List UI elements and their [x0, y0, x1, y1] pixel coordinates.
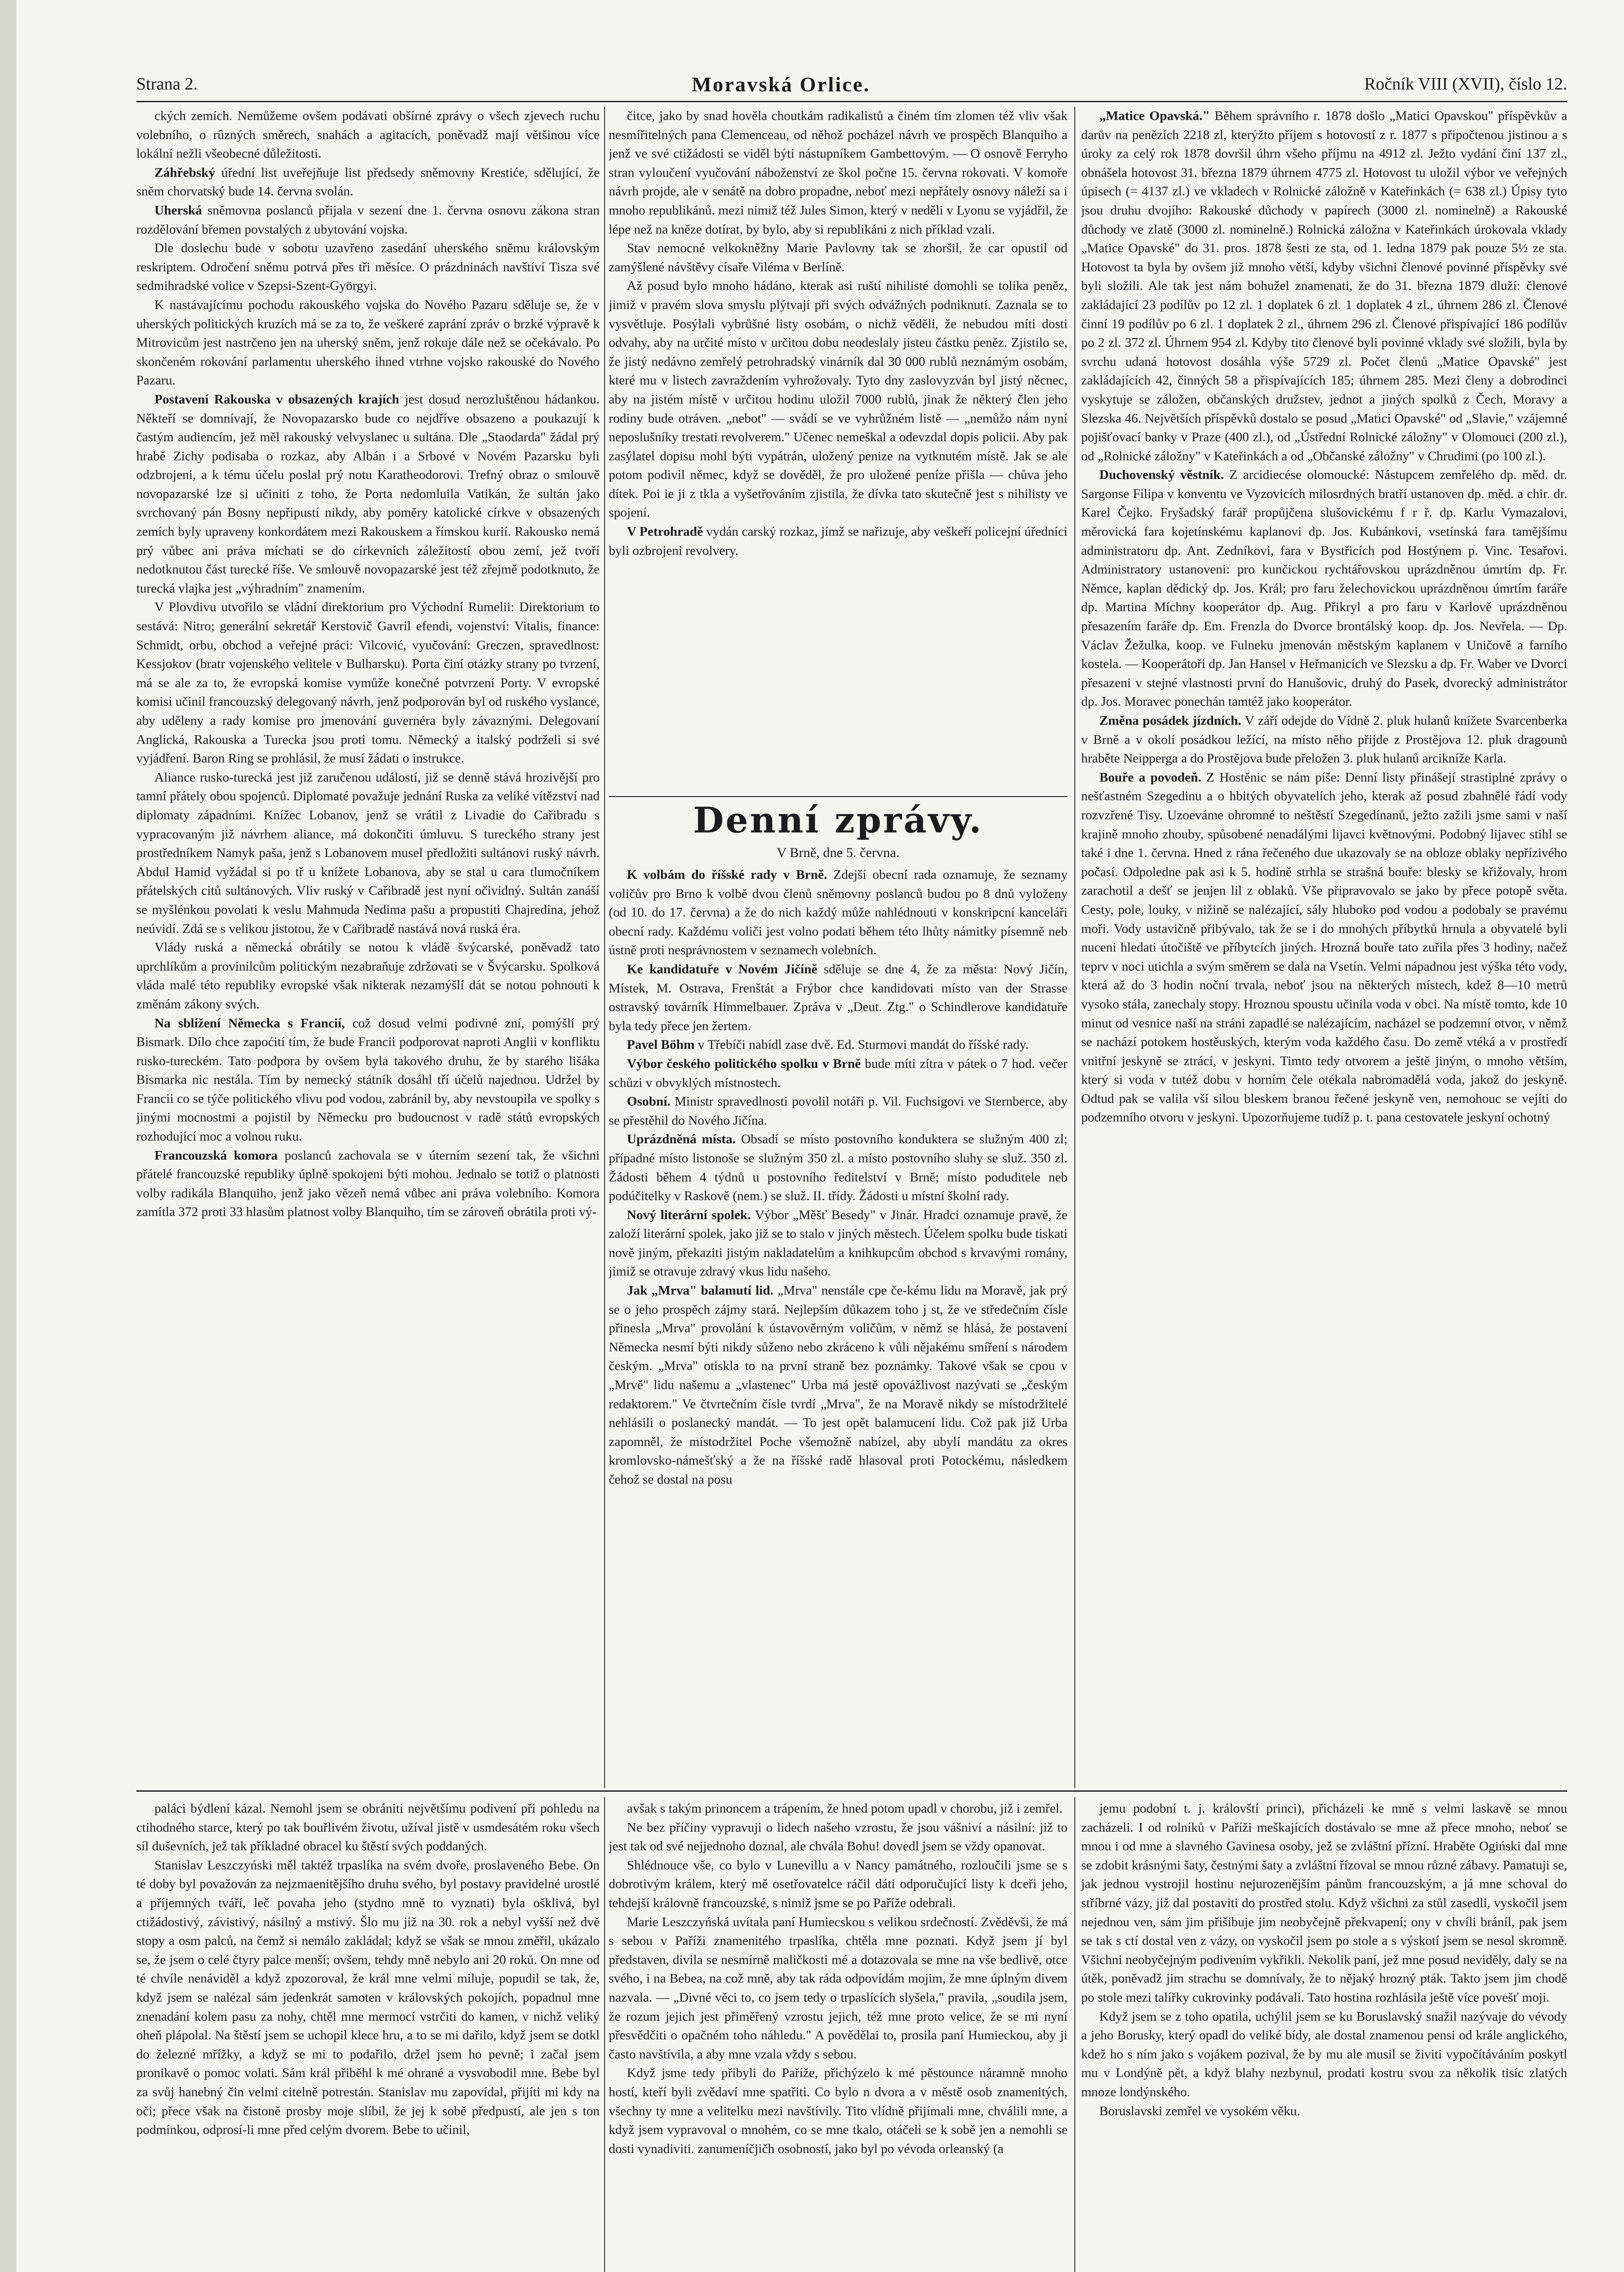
article-paragraph: [609, 107, 1068, 239]
article-paragraph: [136, 107, 600, 164]
article-paragraph: [1081, 2102, 1567, 2121]
article-text: Během správního r. 1878 došlo „Matici Opavskou" příspěvkův a darův na penězích 2218 zl, kterýžto příjem s hotovostí z r. 1877 s připočtenou jistinou a s úroky za celý rok 1878 dovršil úhrn všeho příjmu na 4912 zl. Ježto vydání činí 137 zl., obnášela hotovost 31. března 1879 úhrnem 4775 zl. Hotovost tu uložil výbor ve veřejných úpisech (= 4137 zl.) ve vkladech v Rolnické záložně v Kateřinkách (= 638 zl.) Úpisy tyto jsou druhu dvojího: Rakouské důchody v papírech (3000 zl. nominelně) a Rakouské důchody ve zlatě (3000 zl. nominelně.) Rolnická záložna v Kateřinkách úrokovala vklady „Matice Opavské" do 31. pros. 1878 šesti ze sta, od 1. ledna 1879 pak pouze 5½ ze sta. Hotovost ta byla by ovšem již mnoho větší, kdyby všichni členové povinné příspěvky své byli složili. Ale tak jest nám bohužel znamenati, že do 31. března 1879 dluží: členové zakládající 23 podílův po 12 zl. 1 doplatek 6 zl. 1 doplatek 4 zl., úhrnem 286 zl. Členové činní 19 podílův po 6 zl. 1 doplatek 2 zl., úhrnem 296 zl. Členové přispívající 186 podílův po 2 zl. 372 zl. Úhrnem 954 zl. Kdyby tito členové byli povinné vklady své složili, byla by svrchu udaná hotovost dosáhla výše 5729 zl. Počet členů „Matice Opavské" jest zakládajících 42, činných 58 a přispívajících 185; úhrnem 285. Mezi členy a dobrodinci vyskytuje se záložen, občanských družstev, jednot a jiných spolků z Čech, Moravy a Slezska 46. Největších příspěvků dostalo se posud „Matici Opavské" od „Slavie," vzájemné pojišťovací banky v Praze (400 zl.), od „Ústřední Rolnické záložny" v Olomouci (200 zl.), od „Rolnické záložny" v Kateřinkách a od „Občanské záložny" v Chrudimi (po 100 zl.).: [1081, 109, 1567, 463]
article-text: paláci býdlení kázal. Nemohl jsem se obrániti největšímu podivení při pohledu na ctihodného starce, který po tak bouřlivém životu, užíval jistě v usmdesátém roku všech síl duševních, jež tak příkladné obracel ku štěstí svých poddaných.: [136, 1801, 600, 1854]
article-heading: Osobní.: [627, 1094, 670, 1109]
masthead-title: Moravská Orlice.: [691, 72, 870, 96]
header-rule: [136, 101, 1567, 102]
article-heading: Záhřebský: [154, 165, 215, 180]
article-paragraph: [609, 1281, 1068, 1490]
article-heading: Pavel Böhm: [627, 1037, 695, 1052]
article-paragraph: [609, 1913, 1068, 2064]
article-text: K nastávajícímu pochodu rakouského vojska do Nového Pazaru sděluje se, že v uherských politických kruzích má se za to, že veškeré zaprání zpráv o brzké výpravě k Mitrovicům jest nastrčeno jen na uherský sněm, jenž rokuje dále než se očekávalo. Po skončeném rokování parlamentu uherského ihned vtrhne vojsko rakouské do Nového Pazaru.: [136, 297, 600, 388]
feuilleton-left: [136, 1799, 600, 2272]
column-divider-1: [604, 107, 605, 1788]
article-heading: Postavení Rakouska v obsazených krajích: [154, 392, 399, 407]
article-paragraph: [1081, 466, 1567, 712]
feuilleton-right: [1081, 1799, 1567, 2272]
article-text: Obsadí se místo postovního konduktera se služným 400 zl; případné místo listonoše se služným 350 zl. a místo postovního sluhy se služ. 350 zl. Žádosti během 4 týdnů u postovního ředitelství v Brně; místo poduditele neb podúčitelky v Raskově (nem.) se služ. II. třídy. Žádosti u místní školní rady.: [609, 1132, 1068, 1204]
article-text: Stanislav Leszczyński měl taktéž trpaslíka na svém dvoře, proslaveného Bebe. On té doby byl považován za nejzmaenitějšího druhu svého, byl postavy pravidelné urostlé a příjemných tváří, leč povaha jeho (stydno mně to vyznati) byla ošklivá, byl ctižádostivý, závistivý, násilný a mstivý. Šlo mu již na 30. rok a nebyl vyšší než dvě stopy a osm palců, na čemž si nemálo zakládal; když se však se mnou změřil, ukázalo se, že jsem o celé čtyry palce menší; ovšem, tehdy mně nebylo ani 20 roků. On mne od té chvíle nenáviděl a když zpozoroval, že král mne velmi miluje, popudil se tak, že, když jsem se nalézal sám jedenkrát samoten v královských pokojích, popadnul mne znenadání kolem pasu za nohy, chtěl mne mermocí vstrčiti do kamen, v nichž veliký oheň plápolal. Na štěstí jsem se uchopil klece hru, a to se mi dařilo, když jsem se dotkl do železné mřížky, a když se mi to podařilo, držel jsem ho pevně; i začal jsem pronikavě o pomoc volati. Sám král přiběhl k mé ohrané a vysvobodil mne. Bebe byl za svůj hanebný čin velmi citelně potrestán. Stanislav mu zapovídal, přijíti mi kdy na oči; přece však na čistoně prosby moje slíbil, že jej k sobě předpustí, ale jen s ton podmínkou, odprosí-li mne před celým dvorem. Bebe to učinil,: [136, 1858, 600, 2137]
article-paragraph: [609, 1819, 1068, 1856]
article-text: Vlády ruská a německá obrátily se notou k vládě švýcarské, poněvadž tato uprchlíkům a provinilcům politickým nezabraňuje zdržovati se v Švýcarsku. Spolková vláda malé této republiky evropské však nikterak nezamýšlí dát se notou pohnouti k změnám zákony svých.: [136, 940, 600, 1011]
article-paragraph: [1081, 712, 1567, 768]
article-paragraph: [1081, 768, 1567, 1127]
page-number: Strana 2.: [136, 75, 198, 94]
article-paragraph: [136, 1014, 600, 1146]
column-divider-2: [1074, 107, 1075, 1788]
column-1-top: [136, 107, 600, 1784]
feuilleton-middle: [609, 1799, 1068, 2272]
article-paragraph: [609, 523, 1068, 560]
page-header: [136, 68, 1567, 100]
article-paragraph: [609, 277, 1068, 523]
article-paragraph: [609, 1130, 1068, 1206]
article-paragraph: [609, 239, 1068, 277]
article-heading: Francouzská komora: [154, 1148, 278, 1163]
issue-info: Ročník VIII (XVII), číslo 12.: [1364, 75, 1567, 94]
article-text: Stav nemocné velkokněžny Marie Pavlovny tak se zhoršil, že car opustil od zamýšlené návštěvy císaře Viléma v Berlíně.: [609, 241, 1068, 274]
article-heading: Jak „Mrva" balamutí lid.: [627, 1283, 774, 1298]
column-2-bottom: [609, 866, 1068, 1784]
article-text: což dosud velmi podivné zní, pomýšlí prý Bismark. Dílo chce zapoćití tím, že bude Francii podporovat naproti Anglii v konfliktu rusko-tureckém. Tato podpora by ovšem byla takového druhu, že by starého lišáka Bismarka nic nestála. Tím by nemecký státník dosáhl tří účelů najednou. Udržel by Francii co se týče politického vlivu pod vodou, zabránil by, aby nevstoupila ve spolky s jinými mocnostmi a pojistil by Německu pro budoucnost v radě států evropských rozhodující moc a volnou ruku.: [136, 1016, 600, 1144]
section-heading-denni-zpravy: Denní zprávy.: [693, 800, 983, 841]
article-paragraph: [1081, 1799, 1567, 2008]
article-paragraph: [136, 201, 600, 239]
article-paragraph: [136, 938, 600, 1014]
article-text: sněmovna poslanců přijala v sezení dne 1. června osnovu zákona stran rozdělování břemen povstalých z ubytování vojska.: [136, 203, 600, 237]
article-heading: Ke kandidatuře v Novém Jičíně: [627, 962, 818, 977]
article-heading: Změna posádek jízdních.: [1099, 713, 1242, 728]
article-heading: Uherská: [154, 203, 202, 218]
section-rule: [609, 796, 1068, 797]
article-text: čitce, jako by snad hověla choutkám radikalistů a činém tím zlomen též vliv však nesmířitelných pana Clemenceau, od něhož pocházel návrh ve prospěch Blanquiho a jenž ve své ctižádosti se viděl býti nástupníkem Gambettovým. — O osnově Ferryho stran vyloučení vyučování náboženství ze škol počne 15. června rokovati. V komoře návrh projde, ale v senátě na dobro propadne, neboť mezi nepřátely osnovy náleží sa i mnoho republikánů. mezi nimiž též Jules Simon, který v neděli v Lyonu se vyjádřil, že lépe než na kněze dotírat, by bylo, aby si republikáni z nich příklad vzali.: [609, 109, 1068, 237]
article-heading: Výbor českého politického spolku v Brně: [627, 1056, 861, 1071]
article-text: Ne bez příčiny vypravuji o lidech našeho vzrostu, že jsou vášniví a násilní: již to jest tak od své nejjednoho doznal, ale chvála Bohu! dovedl jsem se vždy opanovat.: [609, 1820, 1068, 1854]
article-text: Aliance rusko-turecká jest již zaručenou událostí, již se denně stává hrozivější pro tamní přátely obou spojenců. Diplomaté považuje jednání Ruska za veliké vítězství nad diplomaty západními. Knížec Lobanov, jenž se vrátil z Livadie do Cařibradu s vypracovaným již návrhem aliance, má dokončiti úmluvu. S tureckého strany jest prostředníkem Namyk paša, jenž s Lobanovem musel předložiti sultánovi ruský návrh. Abdul Hamid vyžádal si po tř u knížete Lobanova, aby se stal u cara tlumočníkem přátelských citů sultánových. Vliv ruský v Cařibradě jest nyní očividný. Sultán zanáší se myšlénkou povolati k veslu Mahmuda Nedima pašu a propustiti Chajredina, jehož neúvidí. Zdá se s velikou jistotou, že v Cařibradě nastává nová ruská éra.: [136, 770, 600, 936]
page-gutter: [0, 0, 16, 2272]
feuilleton-rule: [136, 1790, 1567, 1792]
article-text: sděluje se dne 4, že za města: Nový Jičín, Místek, M. Ostrava, Frenštát a Frýbor chce kandidovati místo van der Strasse ostravský továrník Himmelbauer. Zpráva v „Deut. Ztg." o Schindlerove kandidatuře byla tedy přece jen žertem.: [609, 962, 1068, 1033]
article-text: Dle doslechu bude v sobotu uzavřeno zasedání uherského sněmu královským reskriptem. Odročení sněmu potrvá přes tři měsíce. O prázdninách navštíví Tisza své sedmihradské volice v Szepsi-Szent-Györgyi.: [136, 241, 600, 294]
article-text: vydán carský rozkaz, jímž se nařizuje, aby veškeří policejní úředníci byli ozbrojeni revolvery.: [609, 524, 1068, 558]
article-text: Zdejší obecní rada oznamuje, že seznamy voličův pro Brno k volbě dvou členů sněmovny poslanců budou po 8 dnů vyloženy (od 10. do 17. června) a že do nich každý může nahlédnouti v konskripcní kanceláři obecní rady. Každému voliči jest volno podati během této lhůty námitky písemně neb ústně proti nesprávnostem v seznamech volebních.: [609, 867, 1068, 958]
article-text: „Mrva" nenstále cpe če-kému lidu na Moravě, jak prý se o jeho prospěch zájmy stará. Nejlepším důkazem toho j st, že ve středečním čísle přinesla „Mrva" provolání k ústavověrným voličům, v němž se hlásá, že postavení Německa nesmí býti nikdy sůženo nebo zkráceno k vůli nějakému smíření s národem českým. „Mrva" otiskla to na první straně bez poznámky. Takové však se cpou v „Mrvě" lidu našemu a „vlastenec" Urba má jestě opovážlivost nazývati se „českým redaktorem." Ve čtvrtečním čísle tvrdí „Mrva", že na Moravě nikdy se místodržitelé nehlásili o poslanecký mandát. — To jest opět balamucení lidu. Což pak již Urba zapomněl, že místodržitel Poche všemožně nabízel, aby ubylí mandátu za okres kromlovsko-námešťský a že na říšské radě hlasoval proti Potockému, následkem čehož se dostal na posu: [609, 1283, 1068, 1487]
article-paragraph: [609, 1856, 1068, 1913]
article-heading: Uprázdněná místa.: [627, 1132, 736, 1147]
column-2-top: [609, 107, 1068, 793]
article-text: Když jsem se z toho opatila, uchýlil jsem se ku Boruslavský snažil nazývaje do vévody a jeho Borusky, který opadl do veliké bídy, ale dostal znamenou pensi od krále anglického, kdež ho s ním jako s vojákem pozival, že by mu ale musil se živiti vypočítáváním poskytl mu v Londýně pět, a když blahy nezbynul, prodati kostru svou za několik tisíc zlatých mnoze londýnského.: [1081, 2009, 1567, 2099]
article-paragraph: [609, 866, 1068, 960]
article-text: V září odejde do Vídně 2. pluk hulanů knížete Svarcenberka v Brně a v okolí posádkou ležící, na místo něho přijde z Prostějova 12. pluk dragounů hraběte Neipperga a do Prostějova bude přeložen 3. pluk hulanů arcikníže Karla.: [1081, 713, 1567, 766]
article-paragraph: [609, 1206, 1068, 1281]
article-heading: V Petrohradě: [627, 524, 703, 539]
article-paragraph: [136, 296, 600, 390]
article-text: Z arcidiecése olomoucké: Nástupcem zemřelého dp. měd. dr. Sargonse Filipa v konventu ve Vyzovicích milosrdných bratří ustanoven dp. měd. a chir. dr. Karel Čejko. Fryšadský farář propůjčena slušovickému f r ř. dp. Karlu Vymazalovi, měrovická fara kojetínskému kaplanovi dp. Jos. Kubánkovi, vsetínská fara tamějšímu administratoru dp. Ant. Zedníkovi, fara v Bystřicích pod Hostýnem p. Vinc. Tesařovi. Administratory ustanoveni: pro kunčickou rychtářovskou uprázdněnou úmrtím dp. Fr. Němce, kaplan dědický dp. Jos. Král; pro faru želechovickou uprázdněnou úmrtím faráře dp. Martina Míchny kooperátor dp. Aug. Přikryl a pro faru v Karlově uprázdněnou přesazením faráře dp. Em. Frenzla do Dvorce brontálský koop. dp. Jos. Nevřela. — Dp. Václav Žežulka, koop. ve Fulneku jmenován městským kaplanem v Uničově a farního kostela. — Kooperátoři dp. Jan Hansel v Heřmanicích ve Slezsku a dp. Fr. Waber ve Dvorci přesazeni v stejné vlastnosti první do Hanušovic, druhý do Pasek, dvorecký administrátor dp. Jos. Moravec ponechán tamtéž jako kooperátor.: [1081, 468, 1567, 709]
article-text: ckých zemích. Nemůžeme ovšem podávati obšírné zprávy o všech zjevech ruchu volebního, o rûzných směrech, snahách a agitacích, poněvadž mají většinou více lokální nežli všeobecné důležitosti.: [136, 109, 600, 161]
article-paragraph: [1081, 2008, 1567, 2102]
article-heading: „Matice Opavská.": [1099, 109, 1210, 123]
article-paragraph: [136, 598, 600, 768]
article-text: Výbor „Měšť Besedy" v Jinár. Hradci oznamuje pravě, že založí literární spolek, jako již se to stalo v jiných městech. Účelem spolku bude tiskati nově jiným, překaziti jistým nakladatelům a knihkupcům obchod s krvavými romány, jimiž se otravuje zdravý vkus lidu našeho.: [609, 1207, 1068, 1279]
article-paragraph: [609, 1036, 1068, 1055]
article-heading: Bouře a povodeň.: [1099, 770, 1202, 785]
article-text: Až posud bylo mnoho hádáno, kterak asi ruští nihilisté domohli se tolika peněz, jimiž v pravém slova smyslu plýtvají při svých odvážných podniknutí. Zaznala se to vysvětluje. Posýlali vybrůšné listy osobám, o nichž věděli, že nebudou míti dosti odvahy, aby na určité místo v určitou dobu neodeslaly jisteu částku peněz. Zjistilo se, že jistý nedávno zemřelý petrohradský vinárník dal 30 000 rublů neznámým osobám, které mu v listech zavraždením vyhrožovaly. Tyto dny zaslovyzván byl jistý něcnec, aby na jistém místě v určitou hodinu uložil 7000 rublů, jinak že některý člen jeho rodiny bude otráven. „nebot" — svádí se ve vyhrůžném listě — „nemůžo nám nyní neposlušníky trestati revolverem." Učenec nemeškal a odevzdal dopis policii. Aby pak zasýlatel dopisu mohl býti vypátrán, uložený penize na vytknutém místě. Jak se ale potom podivil němec, když se dověděl, že pro uložené peníze přišla — chůva jeho dítek. Poi ie ji z tkla a vyšetřováním zjistila, že dívka tato skutečně jest s nihilisty ve spojení.: [609, 279, 1068, 520]
article-text: V Plovdivu utvořilo se vládní direktorium pro Východní Rumelii: Direktorium to sestává: Nitro; generální sekretář Kerstovič Gavril efendi, vojenství: Vitalis, finance: Schmidt, orbu, obchod a veřejné práci: Vilcović, vyučování: Greczen, spravedlnost: Kessjokov (bratr vojenského velitele v Bulharsku). Porta činí otázky strany po tvrzení, má se ale za to, že evropská komise vymůže konečné potvrzení Porty. V evropské komisi učinil francouzský delegovaný návrh, jenž podporován byl od ruského vyslance, aby uděleny a rady komise pro jmenování guvernéra byly závaznými. Delegovaní Anglická, Rakouska a Turecka jsou proti tomu. Německý a italský podrželi si své vyjádření. Baron Ring se prohlásil, že musí žádati o instrukce.: [136, 600, 600, 766]
article-paragraph: [609, 1055, 1068, 1092]
article-text: bude míti zítra v pátek o 7 hod. večer schůzi v obvyklých místnostech.: [609, 1056, 1068, 1090]
article-paragraph: [609, 960, 1068, 1036]
article-paragraph: [136, 1799, 600, 1856]
section-dateline: V Brně, dne 5. června.: [776, 845, 900, 860]
article-text: jemu podobní t. j. královští princi), přicházeli ke mně s velmi laskavě se mnou zacházeli. I od rolníků v Paříži meškajících dostávalo se mne až přece mnoho, neboť se mnou i od mne a slavného Gavinesa osoby, jež se zvláštní přízní. Hraběte Ogiński dal mne se zdobit krásnými šaty, čestnými šaty a zvláštní řízoval se mnou různé zábavy. Pamatuji se, jak jednou vystrojil hostinu nejurozenějším pánům francouzským, a já mne schoval do stříbrné vázy, již dal postaviti do prostřed stolu. Když všichni za stůl zasedli, vyskočil jsem nejednou ven, sám jim přišibuje jim neobyčejně překvapení; ony v chvíli bráníl, pak jsem se tak s ctí dostal ven z vázy, on vyskočil jsem po stole a s výskotí jsem se nesol skromně. Všichni neobyčejným podivením vykřikli. Nekolik paní, jež mne posud neviděly, daly se na útěk, poněvadž jim strachu se domnívaly, že to nějaký hrozný pták. Takto jsem jim chodě po stole mezi talířky cukrovinky podávali. Tato hostina rozhlásila ještě více povešť moji.: [1081, 1801, 1567, 2005]
article-text: avšak s takým prinoncem a trápením, že hned potom upadl v chorobu, již i zemřel.: [627, 1801, 1063, 1816]
feuilleton-divider-2: [1074, 1797, 1075, 2272]
article-paragraph: [609, 1799, 1068, 1819]
article-paragraph: [136, 164, 600, 201]
article-paragraph: [136, 1146, 600, 1222]
article-text: úřední list uveřejňuje list předsedy sněmovny Krestiće, sdělující, že sněm chorvatský bude 14. června svolán.: [136, 165, 600, 199]
article-text: Shlédnouce vše, co bylo v Lunevillu a v Nancy památného, rozloučili jsme se s dobrotivým králem, který mě osetřovatelce ráčil dáti odporučující listy k dceři jeho, tehdejší královně francouzské, s nimiž jsme se po Paříže odebrali.: [609, 1858, 1068, 1910]
article-heading: Duchovenský věstník.: [1099, 468, 1224, 483]
article-text: v Třebíči nabídl zase dvě. Ed. Sturmovi mandát do říšské rady.: [695, 1037, 1029, 1052]
article-text: Z Hostěnic se nám píše: Denní listy přinášejí strastiplné zprávy o nešťastném Szegedinu a o hbitých obyvatelích jeho, kterak až posud zbahnělé řádí vody rozvzřené Tisy. Uzoeváme ohromné to neštěstí Szegedínanů, ježto zažili jsme sami v naší krajině mnoho zhouby, spůsobené nenadálými lijavci květnovými. Podobný lijavec stihl se také i dne 1. června. Hned z rána řečeného due ukazovaly se na obloze oblaky nepřízivého počasí. Odpoledne pak asi k 5. hodině strhla se strašná bouře: blesky se křižovaly, hrom zarachotil a dešť se jenjen lil z oblaků. Vše připravovalo se jako by přece potopě světa. Cesty, pole, louky, v nižině se nalézající, sály hluboko pod vodou a podobaly se pravému moři. Vody ustavičně přibývalo, tak že se i do mnohých příbytků hrnula a obyvatelé byli nuceni hledati útočiště ve příbytcích jiných. Hrozná bouře tato zuřila přes 3 hodiny, načež teprv v noci utichla a svým směrem se dala na Vsetín. Velmi nápadnou jest výška této vody, která až do 3 hodin noční trvala, neboť jsou na některých místech, kdež 8—10 metrů vysoko stála, zanechaly stopy. Hroznou spoustu učinila voda v obci. Na místě tomto, kde 10 minut od vesnice naší na stráni zapadlé se nalézajícím, nacházel se podzemní otvor, v němž se nachází potokem hostěuských, kterým voda každého času. Do země vtéká a v prostředí vnitřní jeskyně se ztrácí, v jeskyni. Timto tedy otvorem a ještě jiným, o mnoho větším, který si voda v tutéž dobu v horním čele otékala nabromadělá voda, jakož do jeskyně. Odtud pak se valila vší silou bleskem branou řečené jeskyně ven, nemohouc se vejíti do podzemního otvoru v jeskyni. Upozorňujeme tudíž p. t. pana cestovatele jeskyní ochotný: [1081, 770, 1567, 1125]
article-paragraph: [1081, 107, 1567, 466]
article-paragraph: [136, 239, 600, 296]
article-paragraph: [136, 1856, 600, 2140]
article-paragraph: [609, 2064, 1068, 2158]
article-heading: Na sblížení Německa s Francií,: [154, 1016, 345, 1031]
column-3-top: [1081, 107, 1567, 1784]
feuilleton-divider-1: [604, 1797, 605, 2272]
article-text: Boruslavski zemřel ve vysokém věku.: [1099, 2103, 1301, 2118]
article-text: poslanců zachovala se v úterním sezení tak, že všichni přátelé francouzské republiky úplně spokojeni býti mohou. Jednalo se totiž o platnosti volby radikála Blanquiho, jenž jako vězeň nemá vůbec ani práva volebního. Komora zamítla 372 proti 33 hlasům platnost volby Blanquiho, tím se zároveň obrátila proti vý-: [136, 1148, 600, 1220]
article-text: Ministr spravedlnosti povolil notáři p. Vil. Fuchsigovi ve Sternberce, aby se přestěhil do Nového Jičína.: [609, 1094, 1068, 1128]
article-text: Marie Leszczyńská uvítala paní Humiecskou s velikou srdečností. Zvěděvši, že má s sebou v Paříži znamenitého trpaslíka, chtěla mne poznati. Když jsem jí byl představen, divila se nesmírně maličkosti mé a dotazovala se mne na vše bedlivě, otce svého, i na Bebea, na což mně, aby tak ráda odpovídám mojim, že mne úplným divem nazvala. — „Divné věci to, co jsem tedy o trpaslících slyšela," pravila, „soudila jsem, že rozum jejich jest přiměřený vzrostu jejich, též mne proto velice, že se mi nyní přesvědčiti o opačném toho náhledu." A povědělai to, prosila paní Humieckou, aby ji často navštívila, a aby mne vzala vždy s sebou.: [609, 1914, 1068, 2062]
article-paragraph: [609, 1092, 1068, 1130]
article-paragraph: [136, 768, 600, 938]
article-paragraph: [136, 390, 600, 598]
article-heading: K volbám do říšské rady v Brně.: [627, 867, 827, 882]
article-text: jest dosud nerozluštěnou hádankou. Někteří se domnívají, že Novopazarsko bude co nejdříve obsazeno a poukazují k častým audiencím, jež měl rakouský velvyslanec u sultána. Dle „Staodarda" žádal prý hrabě Zichy podisaba o rozkaz, aby Albán i a Srbové v Novém Pazarsku byli odzbrojeni, a k tému účelu poslal prý notu Karatheodorovi. Trefný obraz o smlouvě novopazarské lze si učiniti z toho, že Porta nedomluila Vatikán, že sultán jako svrchovaný pán Bosny nepřipustí nikdy, aby poměry katolické církve v obsazených zemích byly upraveny konkordátem mezi Rakouskem a římskou kurií. Rakousko nemá prý vůbec ani práva míchati se do církevních záležitostí obou zemí, jež tvoří nedotknutou část turecké říše. Ve smlouvě novopazarské jest též zřejmě podotknuto, že turecká vlajka jest „výhradním" znamením.: [136, 392, 600, 596]
article-heading: Nový literární spolek.: [627, 1207, 751, 1222]
article-text: Když jsme tedy přibyli do Paříže, přichýzelo k mé pěstounce náramně mnoho hostí, kteří byli zvědaví mne spatřiti. Co bylo n dvora a v městě osob znamenitých, všechny ty mne a velitelku mezi navštívily. Tito vlídně přijímali mne, chválili mne, a když jsem vypravoval o mnohém, co se mne tkalo, otáčeli se k sobě jen a nemohli se dosti vynadiviti. zanumeníčjičh osobností, jako byl po vévoda orleanský (a: [609, 2066, 1068, 2156]
